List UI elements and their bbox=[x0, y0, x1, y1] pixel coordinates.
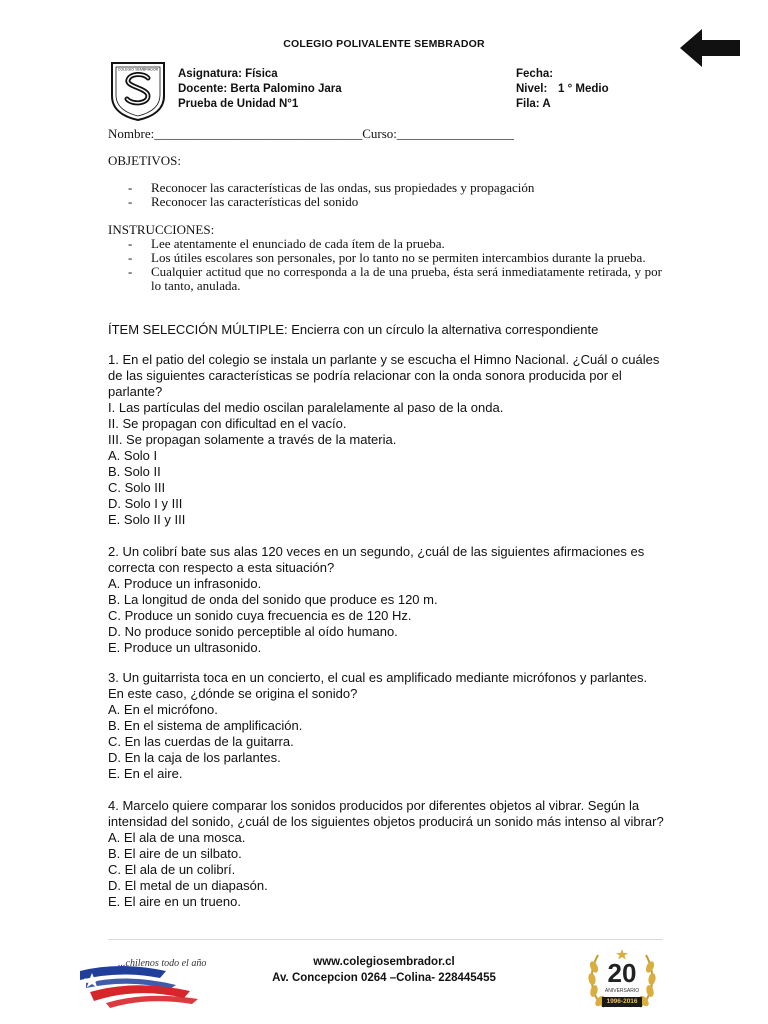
answer-option[interactable]: E. En el aire. bbox=[108, 766, 183, 781]
statement: II. Se propagan con dificultad en el vacío. bbox=[108, 416, 347, 431]
answer-option[interactable]: A. El ala de una mosca. bbox=[108, 830, 246, 845]
exam-meta bbox=[516, 67, 609, 112]
instructions-title: INSTRUCCIONES: bbox=[108, 222, 215, 237]
question-4 bbox=[108, 798, 664, 910]
answer-option[interactable]: A. En el micrófono. bbox=[108, 702, 218, 717]
question-stem: 4. Marcelo quiere comparar los sonidos producidos por diferentes objetos al vibrar. Según la intensidad del sonido, ¿cuál de los siguientes objetos producirá un sonido más intenso al vibrar? bbox=[108, 798, 664, 829]
answer-option[interactable]: D. El metal de un diapasón. bbox=[108, 878, 268, 893]
answer-option[interactable]: B. El aire de un silbato. bbox=[108, 846, 242, 861]
item-heading: ÍTEM SELECCIÓN MÚLTIPLE: Encierra con un círculo la alternativa correspondiente bbox=[108, 322, 599, 337]
subject-label: Asignatura: Física bbox=[178, 68, 278, 80]
question-stem: 1. En el patio del colegio se instala un parlante y se escucha el Himno Nacional. ¿Cuál o cuáles de las siguientes características se podría relacionar con la onda sonora producida por el parlante? bbox=[108, 352, 660, 399]
answer-option[interactable]: E. El aire en un trueno. bbox=[108, 894, 241, 909]
answer-option[interactable]: B. La longitud de onda del sonido que produce es 120 m. bbox=[108, 592, 438, 607]
question-1 bbox=[108, 352, 664, 528]
page-number: 1 bbox=[704, 40, 710, 51]
list-item: - Reconocer las características del sonido bbox=[128, 195, 662, 209]
answer-option[interactable]: C. El ala de un colibrí. bbox=[108, 862, 236, 877]
list-item: - Los útiles escolares son personales, por lo tanto no se permiten intercambios durante la prueba. bbox=[128, 251, 662, 265]
question-stem: 3. Un guitarrista toca en un concierto, el cual es amplificado mediante micrófonos y parlantes. En este caso, ¿dónde se origina el sonido? bbox=[108, 670, 648, 701]
anniversary-years: 1996-2016 bbox=[602, 997, 642, 1007]
teacher-label: Docente: Berta Palomino Jara bbox=[178, 83, 342, 95]
footer-website[interactable]: www.colegiosembrador.cl bbox=[313, 956, 455, 968]
answer-option[interactable]: C. En las cuerdas de la guitarra. bbox=[108, 734, 294, 749]
anniversary-number: 20 bbox=[607, 958, 637, 988]
list-item: - Cualquier actitud que no corresponda a la de una prueba, ésta será inmediatamente retirada, y por lo tanto, anulada. bbox=[128, 265, 662, 293]
objectives-title: OBJETIVOS: bbox=[108, 153, 181, 168]
level-value: 1 ° Medio bbox=[558, 83, 609, 95]
footer-address: Av. Concepcion 0264 –Colina- 228445455 bbox=[272, 972, 496, 984]
answer-option[interactable]: C. Solo III bbox=[108, 480, 166, 495]
question-3 bbox=[108, 670, 664, 782]
date-label: Fecha: bbox=[516, 68, 554, 80]
answer-option[interactable]: B. Solo II bbox=[108, 464, 161, 479]
objectives-list bbox=[128, 181, 662, 209]
level-label: Nivel: bbox=[516, 83, 548, 95]
school-logo-icon bbox=[108, 60, 168, 122]
logo-caption: COLEGIO SEMBRADOR bbox=[117, 67, 159, 72]
list-item: - Reconocer las características de las ondas, sus propiedades y propagación bbox=[128, 181, 662, 195]
answer-option[interactable]: D. Solo I y III bbox=[108, 496, 183, 511]
footer-slogan: ...chilenos todo el año bbox=[118, 958, 207, 969]
statement: III. Se propagan solamente a través de la materia. bbox=[108, 432, 397, 447]
question-2 bbox=[108, 544, 664, 656]
statement: I. Las partículas del medio oscilan paralelamente al paso de la onda. bbox=[108, 400, 504, 415]
answer-option[interactable]: E. Solo II y III bbox=[108, 512, 186, 527]
answer-option[interactable]: A. Produce un infrasonido. bbox=[108, 576, 262, 591]
list-item: - Lee atentamente el enunciado de cada ítem de la prueba. bbox=[128, 237, 662, 251]
footer-divider bbox=[108, 939, 663, 940]
answer-option[interactable]: D. En la caja de los parlantes. bbox=[108, 750, 281, 765]
answer-option[interactable]: B. En el sistema de amplificación. bbox=[108, 718, 303, 733]
answer-option[interactable]: D. No produce sonido perceptible al oído humano. bbox=[108, 624, 398, 639]
school-title: COLEGIO POLIVALENTE SEMBRADOR bbox=[283, 38, 485, 50]
exam-info bbox=[178, 67, 342, 112]
row-label: Fila: A bbox=[516, 98, 551, 110]
test-label: Prueba de Unidad N°1 bbox=[178, 98, 299, 110]
answer-option[interactable]: C. Produce un sonido cuya frecuencia es de 120 Hz. bbox=[108, 608, 412, 623]
student-name-line[interactable]: Nombre:________________________________Curso:__________________ bbox=[108, 126, 514, 141]
question-stem: 2. Un colibrí bate sus alas 120 veces en un segundo, ¿cuál de las siguientes afirmaciones es correcta con respecto a esta situación? bbox=[108, 544, 645, 575]
anniversary-word: ANIVERSARIO bbox=[604, 988, 640, 994]
answer-option[interactable]: E. Produce un ultrasonido. bbox=[108, 640, 262, 655]
instructions-list bbox=[128, 237, 662, 293]
level-row bbox=[516, 82, 609, 97]
answer-option[interactable]: A. Solo I bbox=[108, 448, 158, 463]
